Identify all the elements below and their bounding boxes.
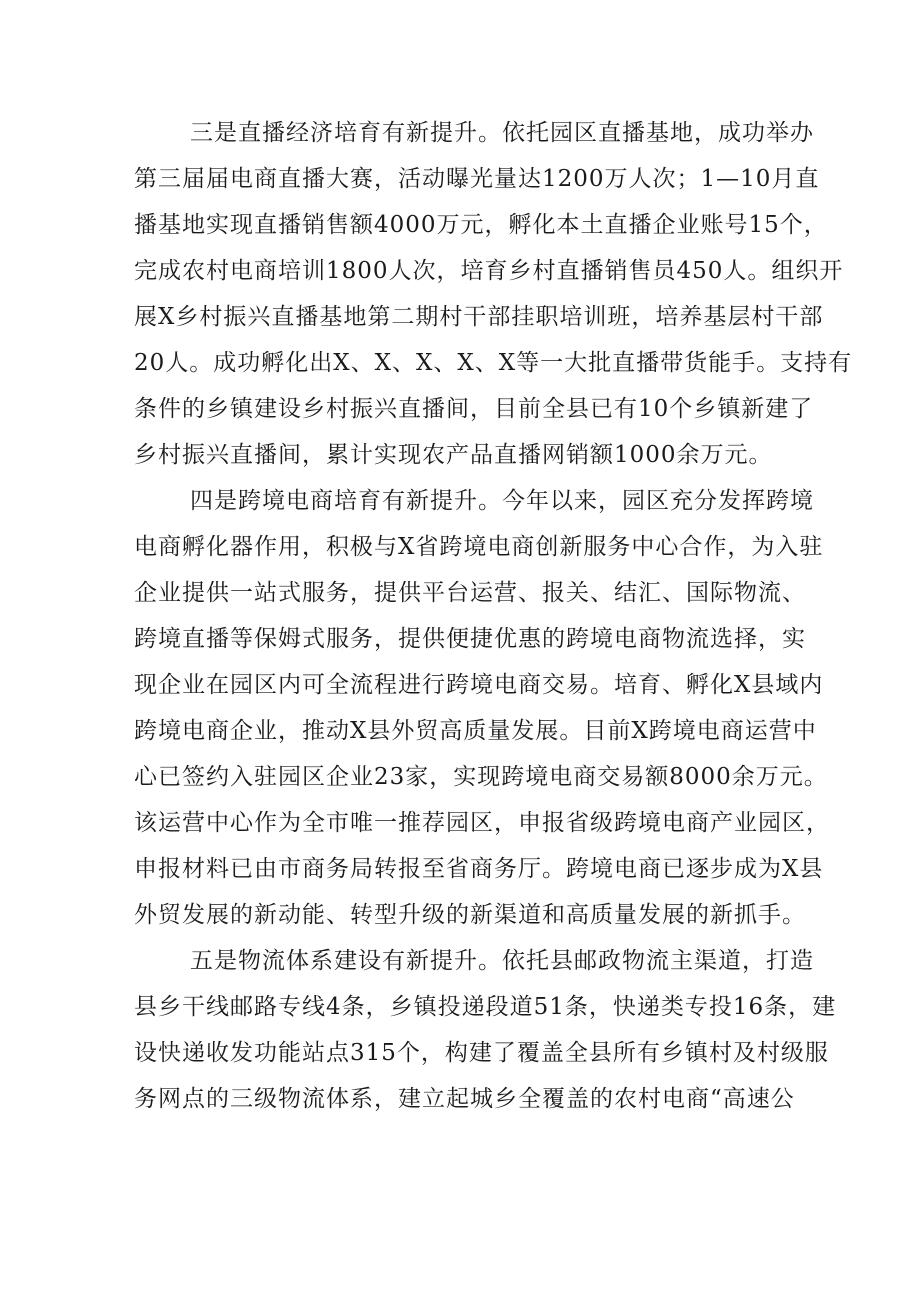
text-line: 务网点的三级物流体系，建立起城乡全覆盖的农村电商“高速公 (134, 1086, 795, 1112)
text-line: 县乡干线邮路专线4条，乡镇投递段道51条，快递类专投16条，建 (134, 994, 837, 1020)
text-line: 跨境直播等保姆式服务，提供便捷优惠的跨境电商物流选择，实 (134, 626, 806, 652)
text-line: 心已签约入驻园区企业23家，实现跨境电商交易额8000余万元。 (134, 764, 828, 790)
text-line: 20人。成功孵化出X、X、X、X、X等一大批直播带货能手。支持有 (134, 350, 853, 376)
text-line: 申报材料已由市商务局转报至省商务厅。跨境电商已逐步成为X县 (134, 856, 824, 882)
text-line: 现企业在园区内可全流程进行跨境电商交易。培育、孵化X县域内 (134, 672, 824, 698)
text-line: 企业提供一站式服务，提供平台运营、报关、结汇、国际物流、 (134, 580, 806, 606)
text-line: 四是跨境电商培育有新提升。今年以来，园区充分发挥跨境 (190, 488, 814, 514)
paragraph-live-streaming (134, 110, 853, 478)
text-line: 该运营中心作为全市唯一推荐园区，申报省级跨境电商产业园区， (134, 810, 830, 836)
text-line: 乡村振兴直播间，累计实现农产品直播网销额1000余万元。 (134, 442, 773, 468)
text-line: 播基地实现直播销售额4000万元，孵化本土直播企业账号15个， (134, 212, 828, 238)
document-body (134, 110, 853, 1122)
text-line: 外贸发展的新动能、转型升级的新渠道和高质量发展的新抓手。 (134, 902, 806, 928)
text-line: 跨境电商企业，推动X县外贸高质量发展。目前X跨境电商运营中 (134, 718, 817, 744)
paragraph-cross-border (134, 478, 830, 938)
text-line: 五是物流体系建设有新提升。依托县邮政物流主渠道，打造 (190, 948, 814, 974)
text-line: 条件的乡镇建设乡村振兴直播间，目前全县已有10个乡镇新建了 (134, 396, 814, 422)
text-line: 展X乡村振兴直播基地第二期村干部挂职培训班，培养基层村干部 (134, 304, 824, 330)
text-line: 完成农村电商培训1800人次，培育乡村直播销售员450人。组织开 (134, 258, 844, 284)
text-line: 设快递收发功能站点315个，构建了覆盖全县所有乡镇村及村级服 (134, 1040, 829, 1066)
text-line: 三是直播经济培育有新提升。依托园区直播基地，成功举办 (190, 120, 814, 146)
text-line: 第三届届电商直播大赛，活动曝光量达1200万人次；1—10月直 (134, 166, 820, 192)
paragraph-logistics (134, 938, 837, 1122)
text-line: 电商孵化器作用，积极与X省跨境电商创新服务中心合作，为入驻 (134, 534, 824, 560)
